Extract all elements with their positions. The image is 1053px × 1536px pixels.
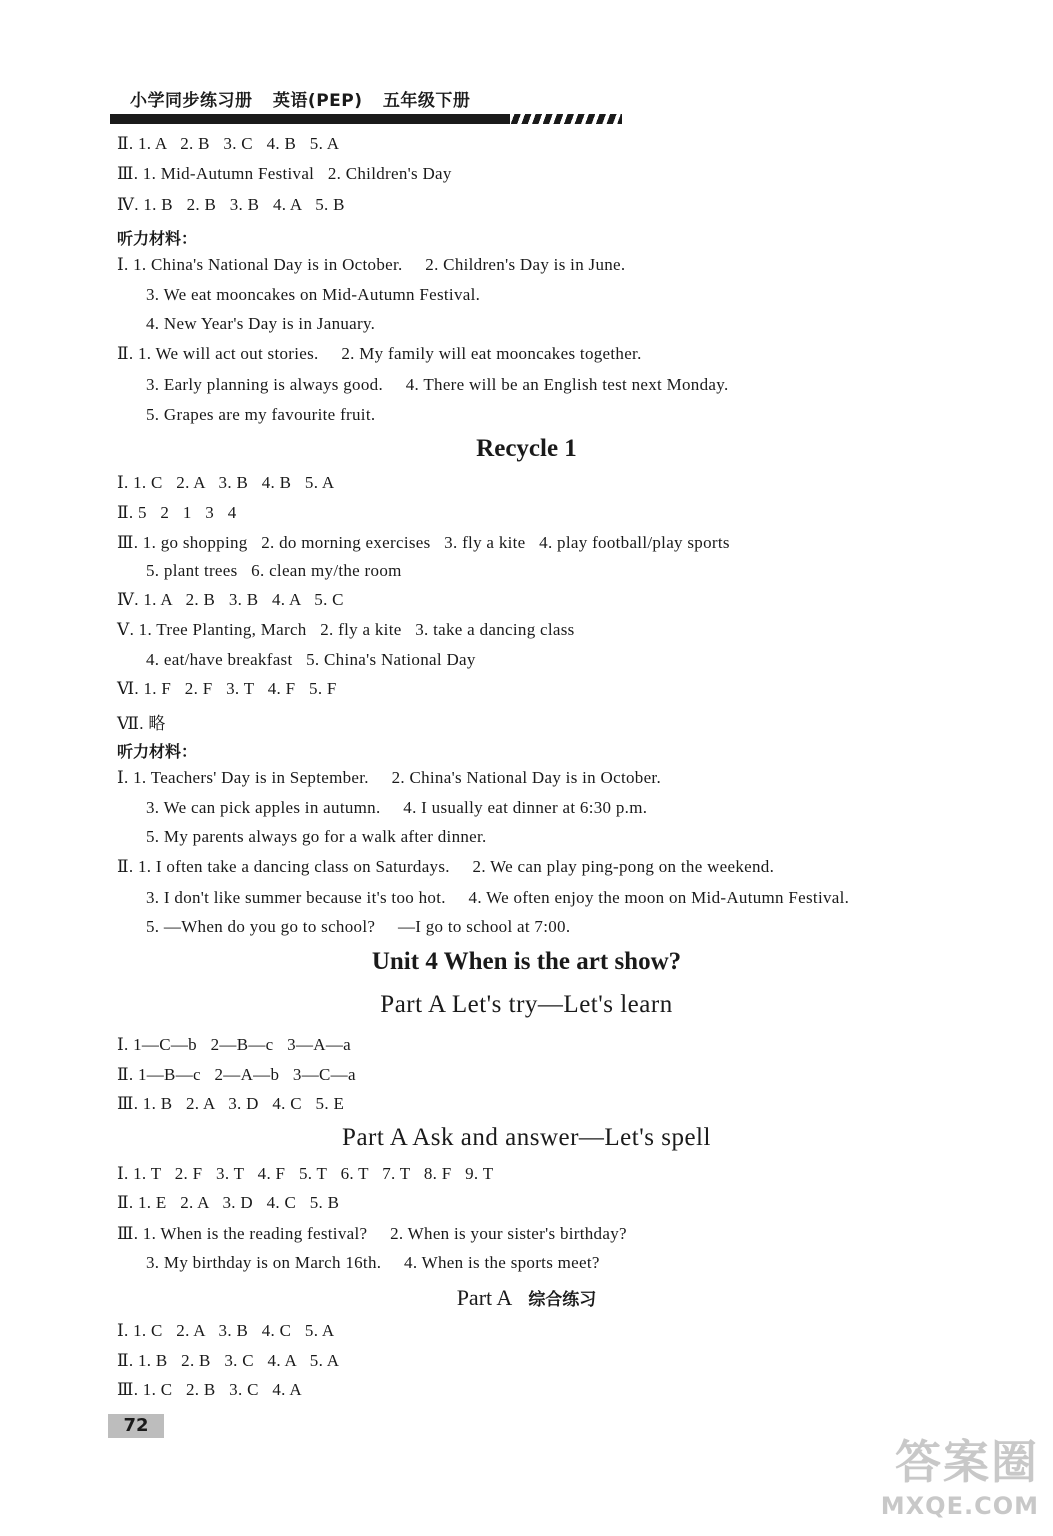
subject-label: 英语(PEP) bbox=[272, 91, 363, 111]
watermark bbox=[869, 1426, 1039, 1526]
answer-line: Ⅶ. 略 bbox=[117, 714, 166, 733]
answer-line: Ⅱ. 1. E 2. A 3. D 4. C 5. B bbox=[117, 1193, 340, 1212]
answer-line: 4. eat/have breakfast 5. China's National Day bbox=[146, 650, 476, 669]
answer-line: Ⅲ. 1. go shopping 2. do morning exercises 3. fly a kite 4. play football/play sports bbox=[117, 533, 730, 552]
answer-line: 3. My birthday is on March 16th. 4. When is the sports meet? bbox=[146, 1253, 600, 1272]
answer-line: Ⅰ. 1. C 2. A 3. B 4. B 5. A bbox=[117, 473, 335, 492]
part-title-cn: 综合练习 bbox=[528, 1290, 597, 1310]
listening-line: Ⅱ. 1. I often take a dancing class on Saturdays. 2. We can play ping-pong on the weekend. bbox=[117, 857, 775, 876]
answer-line: Ⅳ. 1. A 2. B 3. B 4. A 5. C bbox=[117, 590, 344, 609]
answer-line: 5. plant trees 6. clean my/the room bbox=[146, 561, 402, 580]
listening-line: 3. I don't like summer because it's too hot. 4. We often enjoy the moon on Mid-Autumn Festival. bbox=[146, 888, 850, 907]
listening-line: Ⅰ. 1. Teachers' Day is in September. 2. China's National Day is in October. bbox=[117, 768, 661, 787]
running-header bbox=[130, 86, 484, 111]
answer-line: Ⅱ. 1. B 2. B 3. C 4. A 5. A bbox=[117, 1351, 340, 1370]
part-title: Part A Ask and answer—Let's spell bbox=[342, 1124, 711, 1151]
answer-line: Ⅰ. 1. C 2. A 3. B 4. C 5. A bbox=[117, 1321, 335, 1340]
part-title bbox=[0, 1285, 1053, 1311]
watermark-logo: 答案圈 bbox=[895, 1435, 1039, 1489]
recycle-title: Recycle 1 bbox=[476, 435, 577, 462]
listening-line: Ⅰ. 1. China's National Day is in October. 2. Children's Day is in June. bbox=[117, 255, 626, 274]
answer-line: Ⅲ. 1. Mid-Autumn Festival 2. Children's Day bbox=[117, 164, 452, 183]
header-rule-solid bbox=[110, 114, 510, 124]
answer-line: Ⅲ. 1. When is the reading festival? 2. When is your sister's birthday? bbox=[117, 1224, 627, 1243]
answer-line: Ⅱ. 1—B—c 2—A—b 3—C—a bbox=[117, 1065, 356, 1084]
listening-label: 听力材料： bbox=[117, 742, 198, 761]
listening-line: 3. We can pick apples in autumn. 4. I usually eat dinner at 6:30 p.m. bbox=[146, 798, 648, 817]
answer-line: Ⅴ. 1. Tree Planting, March 2. fly a kite 3. take a dancing class bbox=[117, 620, 575, 639]
answer-line: Ⅱ. 5 2 1 3 4 bbox=[117, 503, 237, 522]
answer-line: Ⅱ. 1. A 2. B 3. C 4. B 5. A bbox=[117, 134, 340, 153]
watermark-url: MXQE.COM bbox=[880, 1492, 1039, 1520]
listening-line: 4. New Year's Day is in January. bbox=[146, 314, 376, 333]
listening-line: 3. Early planning is always good. 4. There will be an English test next Monday. bbox=[146, 375, 729, 394]
answer-line: Ⅳ. 1. B 2. B 3. B 4. A 5. B bbox=[117, 195, 345, 214]
part-title-en: Part A bbox=[456, 1285, 513, 1310]
book-title: 小学同步练习册 bbox=[130, 91, 253, 111]
answer-line: Ⅵ. 1. F 2. F 3. T 4. F 5. F bbox=[117, 679, 337, 698]
answer-line: Ⅲ. 1. B 2. A 3. D 4. C 5. E bbox=[117, 1094, 345, 1113]
grade-label: 五年级下册 bbox=[382, 91, 471, 111]
answer-line: Ⅰ. 1—C—b 2—B—c 3—A—a bbox=[117, 1035, 351, 1054]
page-number: 72 bbox=[108, 1414, 164, 1438]
listening-line: 5. Grapes are my favourite fruit. bbox=[146, 405, 376, 424]
listening-line: 5. —When do you go to school? —I go to school at 7:00. bbox=[146, 917, 571, 936]
listening-line: 5. My parents always go for a walk after dinner. bbox=[146, 827, 487, 846]
listening-line: Ⅱ. 1. We will act out stories. 2. My family will eat mooncakes together. bbox=[117, 344, 642, 363]
listening-label: 听力材料： bbox=[117, 229, 198, 248]
unit-title: Unit 4 When is the art show? bbox=[371, 948, 682, 975]
answer-line: Ⅲ. 1. C 2. B 3. C 4. A bbox=[117, 1380, 302, 1399]
answer-line: Ⅰ. 1. T 2. F 3. T 4. F 5. T 6. T 7. T 8. F 9. T bbox=[117, 1164, 494, 1183]
part-title: Part A Let's try—Let's learn bbox=[380, 991, 673, 1018]
listening-line: 3. We eat mooncakes on Mid-Autumn Festival. bbox=[146, 285, 481, 304]
